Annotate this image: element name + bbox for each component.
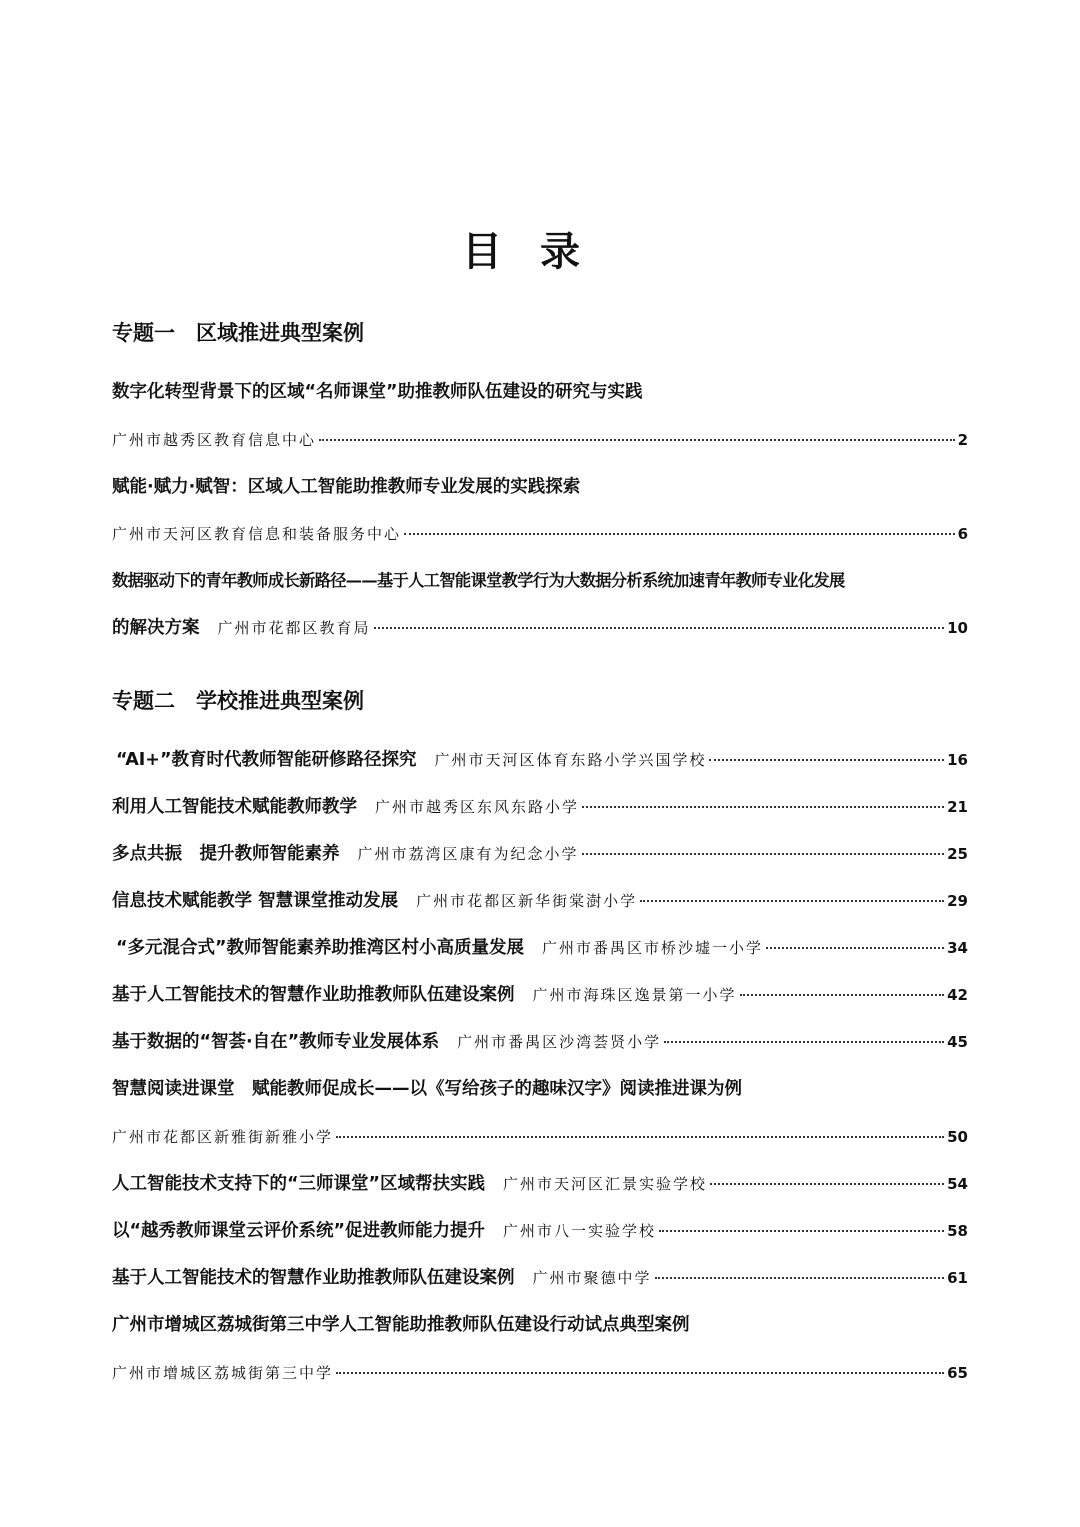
dot-leader (659, 1230, 944, 1232)
dot-leader (404, 533, 955, 535)
dot-leader (664, 1041, 944, 1043)
dot-leader (336, 1136, 944, 1138)
dot-leader (374, 627, 945, 629)
dot-leader (740, 994, 945, 996)
toc-entry-page: 16 (947, 751, 968, 769)
toc-entry-org: 广州市花都区新雅街新雅小学 (112, 1128, 334, 1146)
toc-entry-page: 34 (947, 939, 968, 957)
section-heading-2: 专题二 学校推进典型案例 (112, 689, 364, 713)
toc-entry-line[interactable] (112, 841, 968, 867)
toc-entry-org: 广州市天河区汇景实验学校 (503, 1175, 708, 1193)
toc-entry-org: 广州市八一实验学校 (503, 1222, 657, 1240)
toc-entry-page: 65 (947, 1364, 968, 1382)
toc-entry-title-cont: 的解决方案 (112, 618, 200, 638)
toc-entry-page: 45 (947, 1033, 968, 1051)
toc-entry-org: 广州市荔湾区康有为纪念小学 (357, 845, 579, 863)
toc-entry-line[interactable] (116, 747, 968, 773)
toc-entry-page: 42 (947, 986, 968, 1004)
toc-entry-line[interactable] (112, 794, 968, 820)
toc-entry-page: 25 (947, 845, 968, 863)
section-heading-1: 专题一 区域推进典型案例 (112, 321, 364, 345)
dot-leader (766, 947, 944, 949)
toc-entry-line[interactable] (112, 982, 968, 1008)
dot-leader (336, 1372, 944, 1374)
toc-entry-title: 基于人工智能技术的智慧作业助推教师队伍建设案例 (112, 985, 515, 1005)
toc-entry-line[interactable] (112, 1029, 968, 1055)
toc-entry-org: 广州市天河区教育信息和装备服务中心 (112, 525, 402, 543)
toc-entry-page: 58 (947, 1222, 968, 1240)
toc-entry-line[interactable] (112, 1265, 968, 1291)
toc-entry-title: 信息技术赋能教学 智慧课堂推动发展 (112, 891, 399, 911)
dot-leader (640, 900, 944, 902)
dot-leader (710, 1183, 944, 1185)
page-title: 目录 (462, 229, 618, 275)
toc-entry-line[interactable] (116, 935, 968, 961)
toc-entry-page: 10 (947, 619, 968, 637)
toc-entry-page: 6 (957, 525, 968, 543)
dot-leader (709, 759, 944, 761)
toc-entry-org-line[interactable] (112, 427, 968, 453)
toc-entry-page: 54 (947, 1175, 968, 1193)
toc-entry-title[interactable]: 广州市增城区荔城街第三中学人工智能助推教师队伍建设行动试点典型案例 (112, 1315, 690, 1335)
toc-entry-line[interactable] (112, 1171, 968, 1197)
toc-entry-page: 21 (947, 798, 968, 816)
toc-entry-org: 广州市天河区体育东路小学兴国学校 (434, 751, 707, 769)
toc-entry-org: 广州市番禺区市桥沙墟一小学 (542, 939, 764, 957)
toc-entry-org: 广州市花都区新华街棠澍小学 (416, 892, 638, 910)
toc-entry-org-line[interactable] (112, 521, 968, 547)
toc-entry-title: 人工智能技术支持下的“三师课堂”区域帮扶实践 (112, 1174, 486, 1194)
toc-entry-title[interactable]: 数字化转型背景下的区域“名师课堂”助推教师队伍建设的研究与实践 (112, 382, 643, 402)
dot-leader (319, 439, 955, 441)
toc-entry-org: 广州市海珠区逸景第一小学 (532, 986, 737, 1004)
toc-entry-page: 29 (947, 892, 968, 910)
toc-entry-title[interactable]: 智慧阅读进课堂 赋能教师促成长——以《写给孩子的趣味汉字》阅读推进课为例 (112, 1079, 742, 1099)
toc-entry-org-line[interactable] (112, 1124, 968, 1150)
toc-entry-title: 以“越秀教师课堂云评价系统”促进教师能力提升 (112, 1221, 486, 1241)
dot-leader (582, 806, 944, 808)
toc-entry-title: “AI+”教育时代教师智能研修路径探究 (116, 750, 417, 770)
toc-entry-line[interactable] (112, 615, 968, 641)
dot-leader (655, 1277, 945, 1279)
toc-entry-title: 多点共振 提升教师智能素养 (112, 844, 340, 864)
toc-entry-org: 广州市越秀区东风东路小学 (375, 798, 580, 816)
toc-entry-line[interactable] (112, 888, 968, 914)
toc-entry-title[interactable]: 赋能·赋力·赋智：区域人工智能助推教师专业发展的实践探索 (112, 477, 581, 497)
toc-entry-title: 基于人工智能技术的智慧作业助推教师队伍建设案例 (112, 1268, 515, 1288)
toc-entry-org: 广州市番禺区沙湾荟贤小学 (457, 1033, 662, 1051)
toc-entry-page: 50 (947, 1128, 968, 1146)
toc-entry-page: 2 (957, 431, 968, 449)
toc-entry-title: 利用人工智能技术赋能教师教学 (112, 797, 357, 817)
toc-entry-org: 广州市越秀区教育信息中心 (112, 431, 317, 449)
toc-entry-title[interactable]: 数据驱动下的青年教师成长新路径——基于人工智能课堂教学行为大数据分析系统加速青年教师专业化发展 (112, 571, 845, 590)
toc-entry-line[interactable] (112, 1218, 968, 1244)
toc-entry-page: 61 (947, 1269, 968, 1287)
toc-entry-org: 广州市聚德中学 (532, 1269, 652, 1287)
toc-entry-title: 基于数据的“智荟·自在”教师专业发展体系 (112, 1032, 440, 1052)
dot-leader (582, 853, 945, 855)
toc-entry-org: 广州市花都区教育局 (217, 619, 371, 637)
toc-entry-org-line[interactable] (112, 1360, 968, 1386)
toc-entry-org: 广州市增城区荔城街第三中学 (112, 1364, 334, 1382)
toc-entry-title: “多元混合式”教师智能素养助推湾区村小高质量发展 (116, 938, 525, 958)
